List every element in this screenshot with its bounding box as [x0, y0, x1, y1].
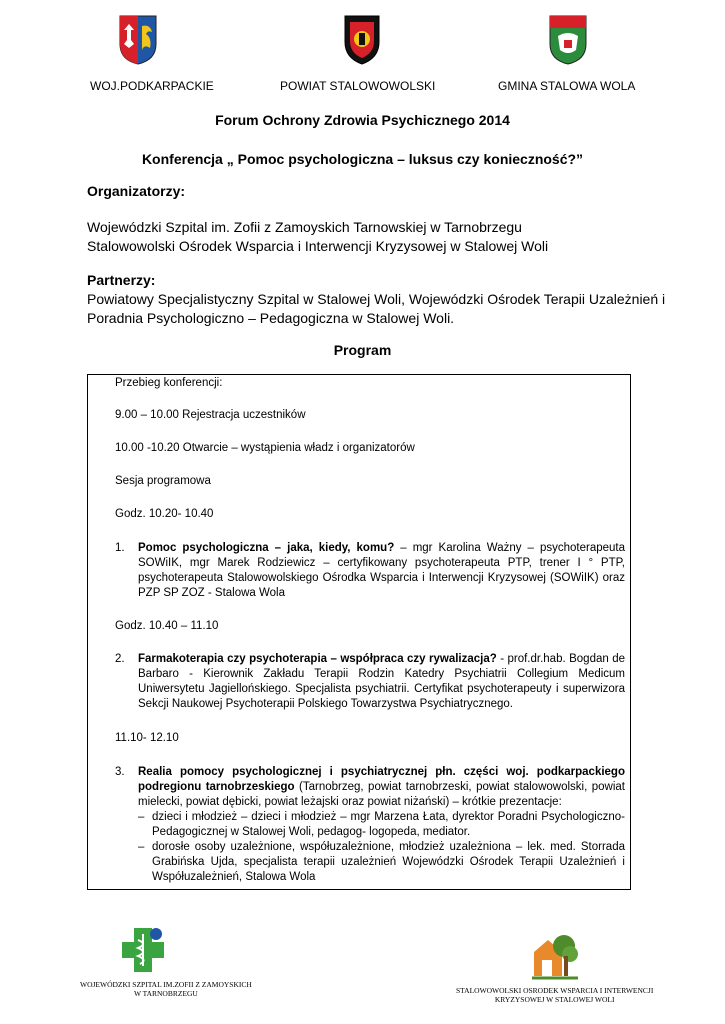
item-title: Pomoc psychologiczna – jaka, kiedy, komu?: [138, 542, 395, 554]
partners-heading: Partnerzy:: [87, 272, 156, 288]
item-text: - prof.dr.hab. Bogdan de Barbaro - Kierownik Zakładu Terapii Rodzin Katedry Psychiatrii Collegium Medicum Uniwersytetu Jagiellońskiego. Specjalista psychiatrii. Certyfikat psychoterapeuty i superwizora Sekcji Naukowej Psychoterapii Polskiego Towarzystwa Psychiatrycznego.: [138, 653, 625, 710]
program-heading: Program: [333, 342, 392, 358]
organizers-list: [87, 218, 642, 256]
organizer-line: Stalowowolski Ośrodek Wsparcia i Interwencji Kryzysowej w Stalowej Woli: [87, 238, 549, 254]
slot-time: Godz. 10.40 – 11.10: [115, 620, 219, 632]
sowiik-name-line: KRYZYSOWEJ W STALOWEJ WOLI: [494, 995, 615, 1004]
organizer-line: Wojewódzki Szpital im. Zofii z Zamoyskich Tarnowskiej w Tarnobrzegu: [87, 219, 522, 235]
dash-bullet: –: [138, 841, 145, 853]
program-intro: Przebieg konferencji:: [115, 377, 223, 389]
organizers-heading: Organizatorzy:: [87, 183, 186, 199]
slot-time: Godz. 10.20- 10.40: [115, 508, 214, 520]
partner-line: Powiatowy Specjalistyczny Szpital w Stalowej Woli, Wojewódzki Ośrodek Terapii Uzależnień i: [87, 291, 666, 307]
session-line: Sesja programowa: [115, 475, 211, 487]
sowiik-tree-house-logo-icon: [532, 932, 578, 980]
forum-title: Forum Ochrony Zdrowia Psychicznego 2014: [215, 112, 510, 128]
item-number: 2.: [115, 653, 125, 665]
podkarpackie-coat-of-arms-icon: [118, 14, 158, 66]
program-item: [115, 541, 625, 601]
item-title: Farmakoterapia czy psychoterapia – współpraca czy rywalizacja?: [138, 653, 497, 665]
dash-bullet: –: [138, 811, 145, 823]
hospital-name-line: WOJEWÓDZKI SZPITAL IM.ZOFII Z ZAMOYSKICH: [80, 980, 252, 989]
header-left-label: WOJ.PODKARPACKIE: [90, 79, 214, 93]
header-right-label: GMINA STALOWA WOLA: [498, 79, 636, 93]
registration-line: 9.00 – 10.00 Rejestracja uczestników: [115, 409, 306, 421]
item-number: 3.: [115, 766, 125, 778]
stalowowolski-county-coat-of-arms-icon: [342, 14, 382, 66]
hospital-name-line: W TARNOBRZEGU: [133, 989, 198, 998]
conference-title: Konferencja „ Pomoc psychologiczna – luksus czy konieczność?”: [141, 151, 584, 167]
sub-item: [138, 810, 625, 840]
program-item: [115, 765, 625, 885]
opening-line: 10.00 -10.20 Otwarcie – wystąpienia władz i organizatorów: [115, 442, 415, 454]
hospital-name: [80, 980, 252, 998]
partner-line: Poradnia Psychologiczno – Pedagogiczna w Stalowej Woli.: [87, 310, 455, 326]
item-title: Realia pomocy psychologicznej i psychiatrycznej płn. części woj. podkarpackiego podregionu tarnobrzeskiego: [138, 766, 625, 793]
program-table: [87, 374, 631, 890]
header-center-label: POWIAT STALOWOWOLSKI: [280, 79, 436, 93]
slot-time: 11.10- 12.10: [115, 732, 179, 744]
partners-list: [87, 290, 666, 328]
stalowa-wola-coat-of-arms-icon: [548, 14, 588, 66]
item-text: (Tarnobrzeg, powiat tarnobrzeski, powiat stalowowolski, powiat mielecki, powiat dębicki, powiat leżajski oraz powiat niżański) – krótkie prezentacje:: [138, 781, 625, 808]
sub-item-text: dzieci i młodzież – dzieci i młodzież – mgr Marzena Łata, dyrektor Poradni Psychologiczno-Pedagogicznej w Stalowej Woli, pedagog- logopeda, mediator.: [152, 811, 625, 838]
sub-item: [138, 840, 625, 885]
item-text: – mgr Karolina Ważny – psychoterapeuta SOWiIK, mgr Marek Rodziewicz – certyfikowany psychoterapeuta PTP, trener I ° PTP, psychoterapeuta Stalowowolskiego Ośrodka Wsparcia i Interwencji Kryzysowej (SOWiIK) oraz PZP SP ZOZ - Stalowa Wola: [138, 542, 625, 599]
sowiik-name-line: STALOWOWOLSKI OSRODEK WSPARCIA I INTERWENCJI: [456, 986, 654, 995]
sub-item-text: dorosłe osoby uzależnione, współuzależnione, młodzież uzależniona – lek. med. Storrada Grabińska Ujda, specjalista terapii uzależnień Wojewódzki Ośrodek Terapii Uzależnień i Współuzależnień, Stalowa Wola: [152, 841, 625, 883]
program-item: [115, 652, 625, 712]
sowiik-name: [456, 986, 653, 1004]
hospital-logo-icon: [120, 926, 166, 974]
item-number: 1.: [115, 542, 125, 554]
